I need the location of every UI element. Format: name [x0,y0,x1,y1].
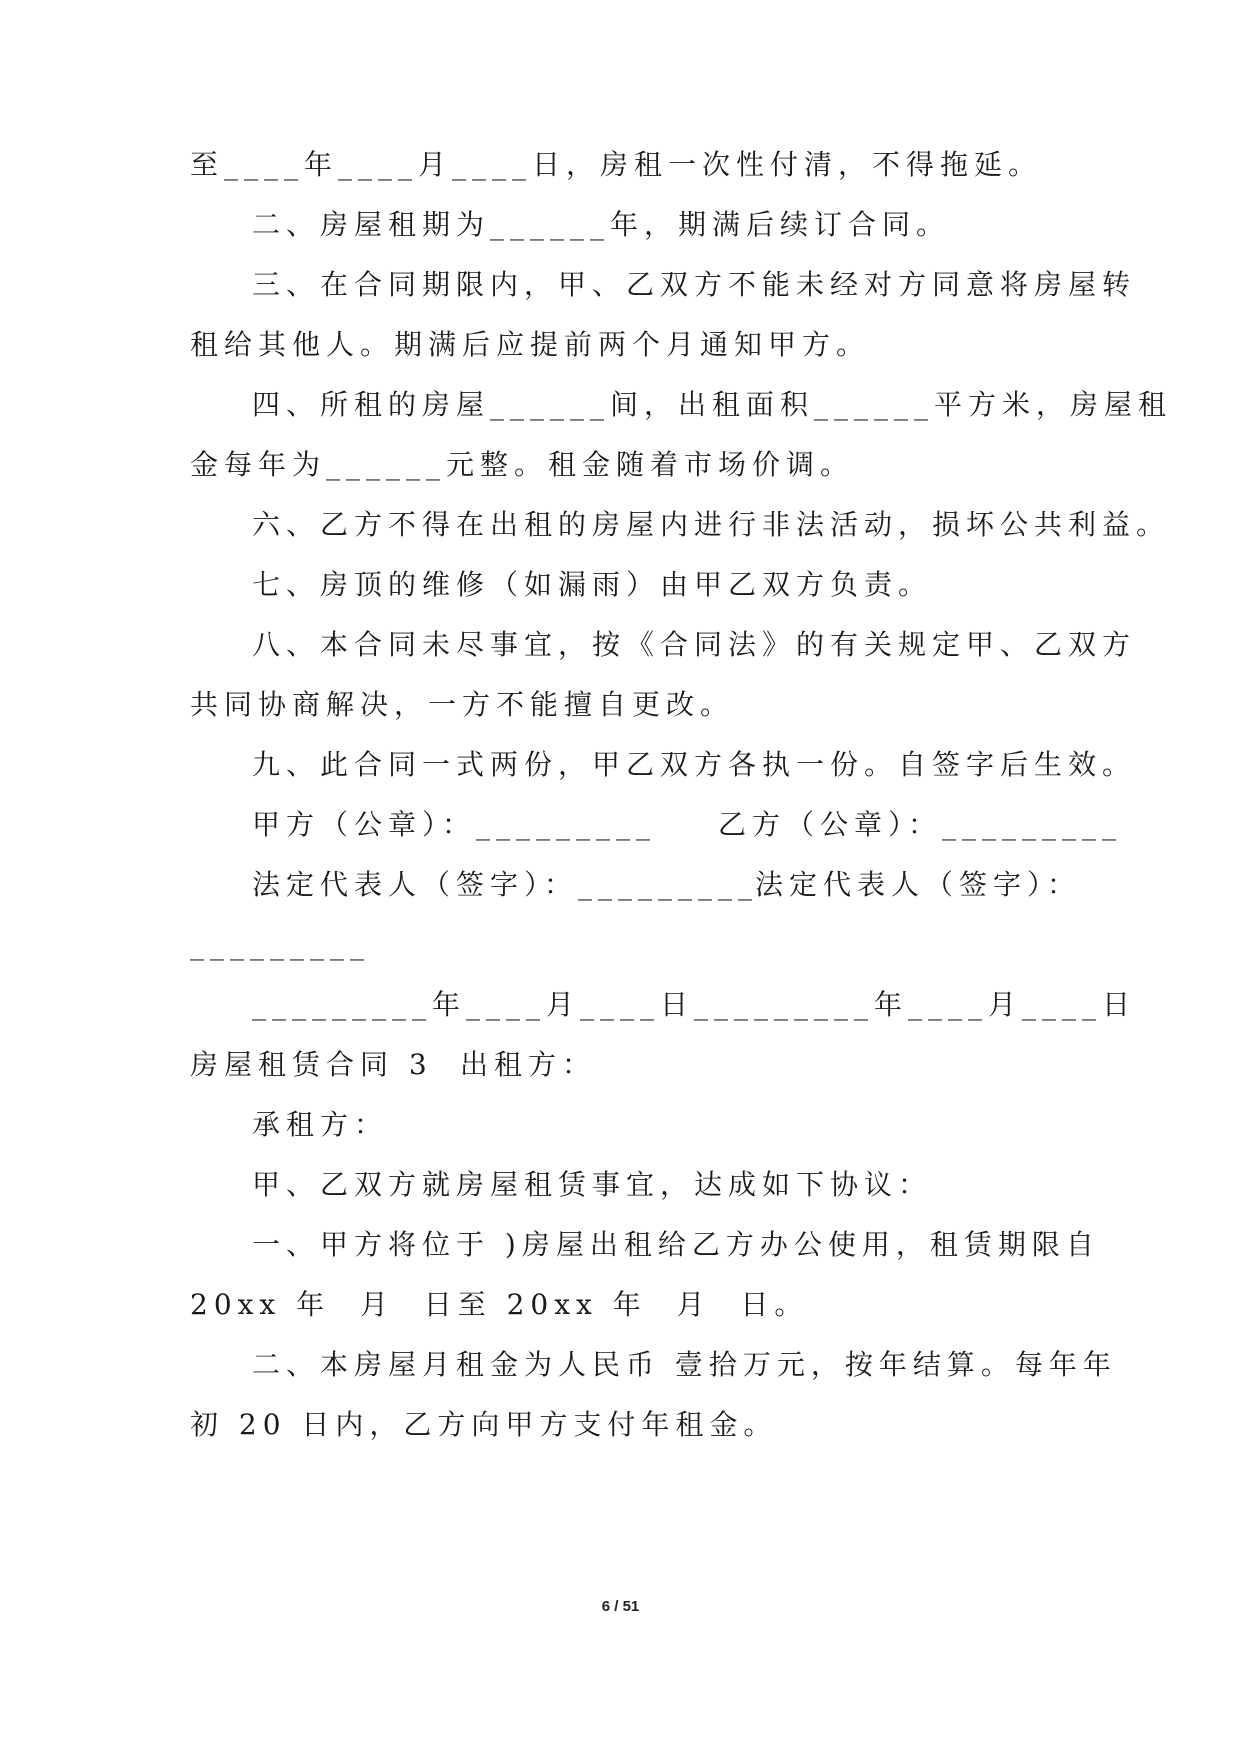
party-a-representative-line: 法定代表人（签字）：_________ [252,868,759,901]
paragraph-line: 四、所租的房屋______间，出租面积______平方米，房屋租 [252,388,1173,421]
paragraph-line: 九、此合同一式两份，甲乙双方各执一份。自签字后生效。 [252,748,1137,781]
paragraph-line: 至____年____月____日，房租一次性付清，不得拖延。 [190,148,1043,181]
paragraph-line: 六、乙方不得在出租的房屋内进行非法活动，损坏公共利益。 [252,508,1171,541]
paragraph-line: 共同协商解决，一方不能擅自更改。 [190,688,735,721]
paragraph-line: 二、本房屋月租金为人民币 壹拾万元，按年结算。每年年 [252,1348,1117,1381]
paragraph-line: 七、房顶的维修（如漏雨）由甲乙双方负责。 [252,568,933,601]
paragraph-line: 一、甲方将位于 )房屋出租给乙方办公使用，租赁期限自 [252,1228,1100,1261]
signing-date-line: _________年____月____日_________年____月____日 [252,988,1137,1021]
signature-blank-line: _________ [190,928,370,961]
contract-3-title: 房屋租赁合同 3 [190,1048,433,1081]
party-b-seal-line: 乙方（公章）：_________ [718,808,1123,841]
paragraph-line: 初 20 日内，乙方向甲方支付年租金。 [190,1408,778,1441]
paragraph-line: 三、在合同期限内，甲、乙双方不能未经对方同意将房屋转 [252,268,1137,301]
page-number: 6 / 51 [601,1598,640,1615]
paragraph-line: 20xx 年 月 日至 20xx 年 月 日。 [190,1288,809,1321]
paragraph-line: 租给其他人。期满后应提前两个月通知甲方。 [190,328,871,361]
paragraph-line: 金每年为______元整。租金随着市场价调。 [190,448,855,481]
paragraph-line: 甲、乙双方就房屋租赁事宜，达成如下协议： [252,1168,933,1201]
party-b-representative-line: 法定代表人（签字）： [755,868,1082,901]
party-a-seal-line: 甲方（公章）：_________ [252,808,657,841]
paragraph-line: 八、本合同未尽事宜，按《合同法》的有关规定甲、乙双方 [252,628,1137,661]
lessee-label: 承租方： [252,1108,389,1141]
paragraph-line: 二、房屋租期为______年，期满后续订合同。 [252,208,951,241]
lessor-label: 出租方： [460,1048,597,1081]
